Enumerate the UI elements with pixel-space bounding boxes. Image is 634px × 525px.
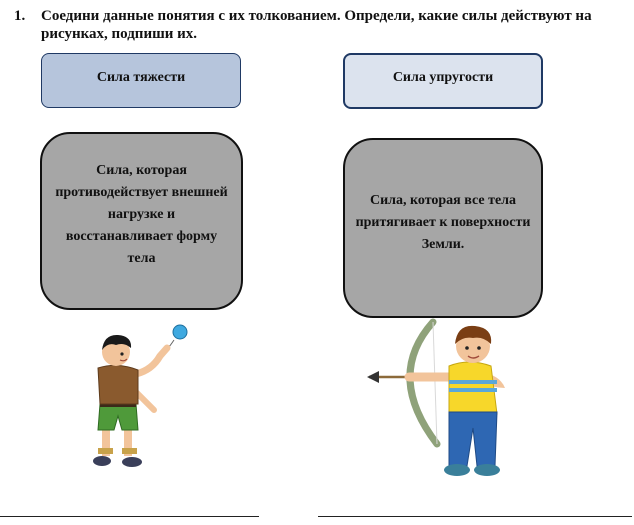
task-text: Соедини данные понятия с их толкованием. Определи, какие силы действуют на рисунках, подпиши их. [41, 8, 592, 42]
term-card-elasticity[interactable] [343, 53, 543, 109]
boy-with-bow-illustration [365, 316, 545, 484]
definition-text: Сила, которая все тела притягивает к поверхности Земли. [355, 193, 531, 252]
term-label: Сила тяжести [96, 69, 186, 85]
task-number: 1. [14, 8, 26, 24]
definition-card-right[interactable] [343, 138, 543, 318]
definition-card-left[interactable] [40, 132, 243, 310]
answer-line-right[interactable] [318, 516, 632, 517]
definition-text: Сила, которая противодействует внешней нагрузке и восстанавливает форму тела [55, 163, 228, 266]
term-label: Сила упругости [392, 70, 494, 85]
boy-throwing-ball-illustration [80, 318, 200, 473]
answer-line-left[interactable] [0, 516, 259, 517]
term-card-gravity[interactable] [41, 53, 241, 108]
